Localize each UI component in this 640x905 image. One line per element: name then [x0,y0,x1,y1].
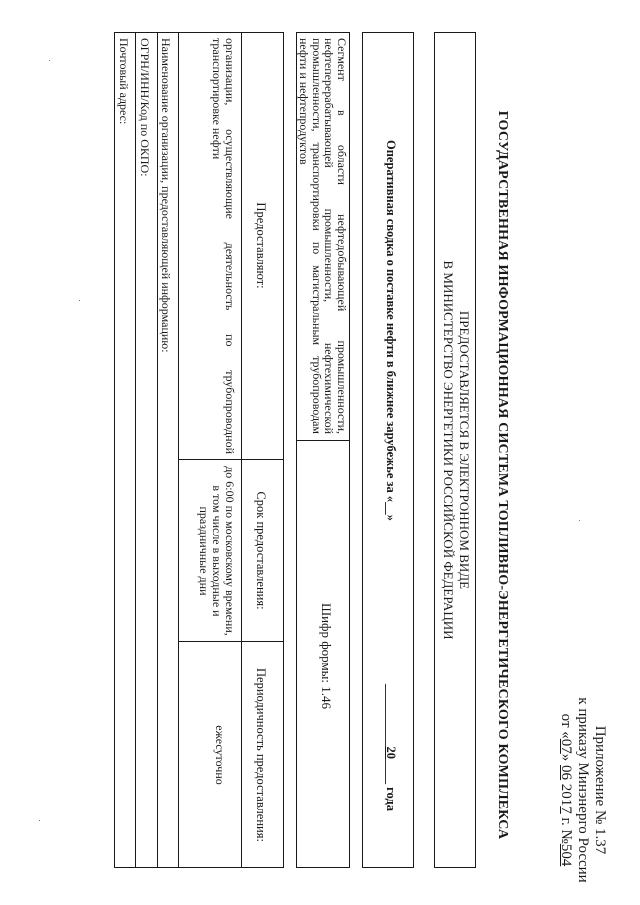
form-code: Шифр формы: 1.46 [319,602,334,710]
schedule-header-frequency: Периодичность предоставления: [254,668,268,842]
schedule-submitters: организации, осуществляющие деятельность по трубопроводной транспортировке нефти [210,38,237,454]
appendix-date-year: 201 [558,783,574,807]
appendix-date-day: 07 [558,738,574,754]
info-field-line [114,33,115,867]
report-year [383,684,398,811]
segment-divider [296,440,350,441]
report-title: Оперативная сводка о поставке нефти в ближнее зарубежье за «__» [384,140,398,521]
appendix-date-prefix: от « [558,713,574,739]
appendix-date-month: 06 [558,765,574,781]
info-field-organization-name: Наименование организации, предоставляющей информацию: [159,38,173,353]
appendix-number: Приложение № 1.37 [592,725,608,855]
report-year-prefix: 20 [384,746,398,759]
appendix-block [557,690,608,890]
schedule-header-divider [241,32,242,868]
report-year-suffix: года [384,787,398,811]
schedule-column-divider [178,641,284,642]
schedule-frequency: ежесуточно [213,725,227,785]
scan-speck [79,300,80,301]
scan-speck [39,820,40,821]
schedule-header-deadline: Срок предоставления: [254,491,268,610]
report-year-blank2: ____ [384,759,398,788]
provided-to-line1: ПРЕДОСТАВЛЯЕТСЯ В ЭЛЕКТРОННОМ ВИДЕ [457,310,472,590]
appendix-order-number: 504 [558,843,574,867]
schedule-deadline: до 6:00 по московскому времени, в том числе в выходные и праздничные дни [197,466,237,636]
appendix-order-date [557,690,574,890]
schedule-column-divider [178,459,284,460]
appendix-date-year-end: 7 [558,806,574,814]
appendix-order-ref: к приказу Минэнерго России [575,697,591,883]
info-field-line [135,33,136,867]
scan-speck [49,60,50,61]
segment-text: Сегмент в области нефтедобывающей промышленности, нефтеперерабатывающей промышленности, нефтехимической промышленности, транспортировки по магистральным трубопроводам нефти и нефтепродуктов [297,38,349,434]
provided-to-line2: В МИНИСТЕРСТВО ЭНЕРГЕТИКИ РОССИЙСКОЙ ФЕДЕРАЦИИ [441,260,456,640]
scan-speck [579,520,580,521]
appendix-date-suffix: г. № [558,813,574,844]
info-field-postal-address: Почтовый адрес: [117,38,131,125]
schedule-header-submitters: Предоставляют: [254,202,268,289]
system-title: ГОСУДАРСТВЕННАЯ ИНФОРМАЦИОННАЯ СИСТЕМА ТОПЛИВНО-ЭНЕРГЕТИЧЕСКОГО КОМПЛЕКСА [495,110,510,840]
info-field-registration-codes: ОГРН/ИНН/Код по ОКПО: [138,38,152,177]
appendix-date-mid: » [558,753,574,766]
report-year-blank: __________ [384,684,398,747]
provided-to-box [434,32,476,868]
